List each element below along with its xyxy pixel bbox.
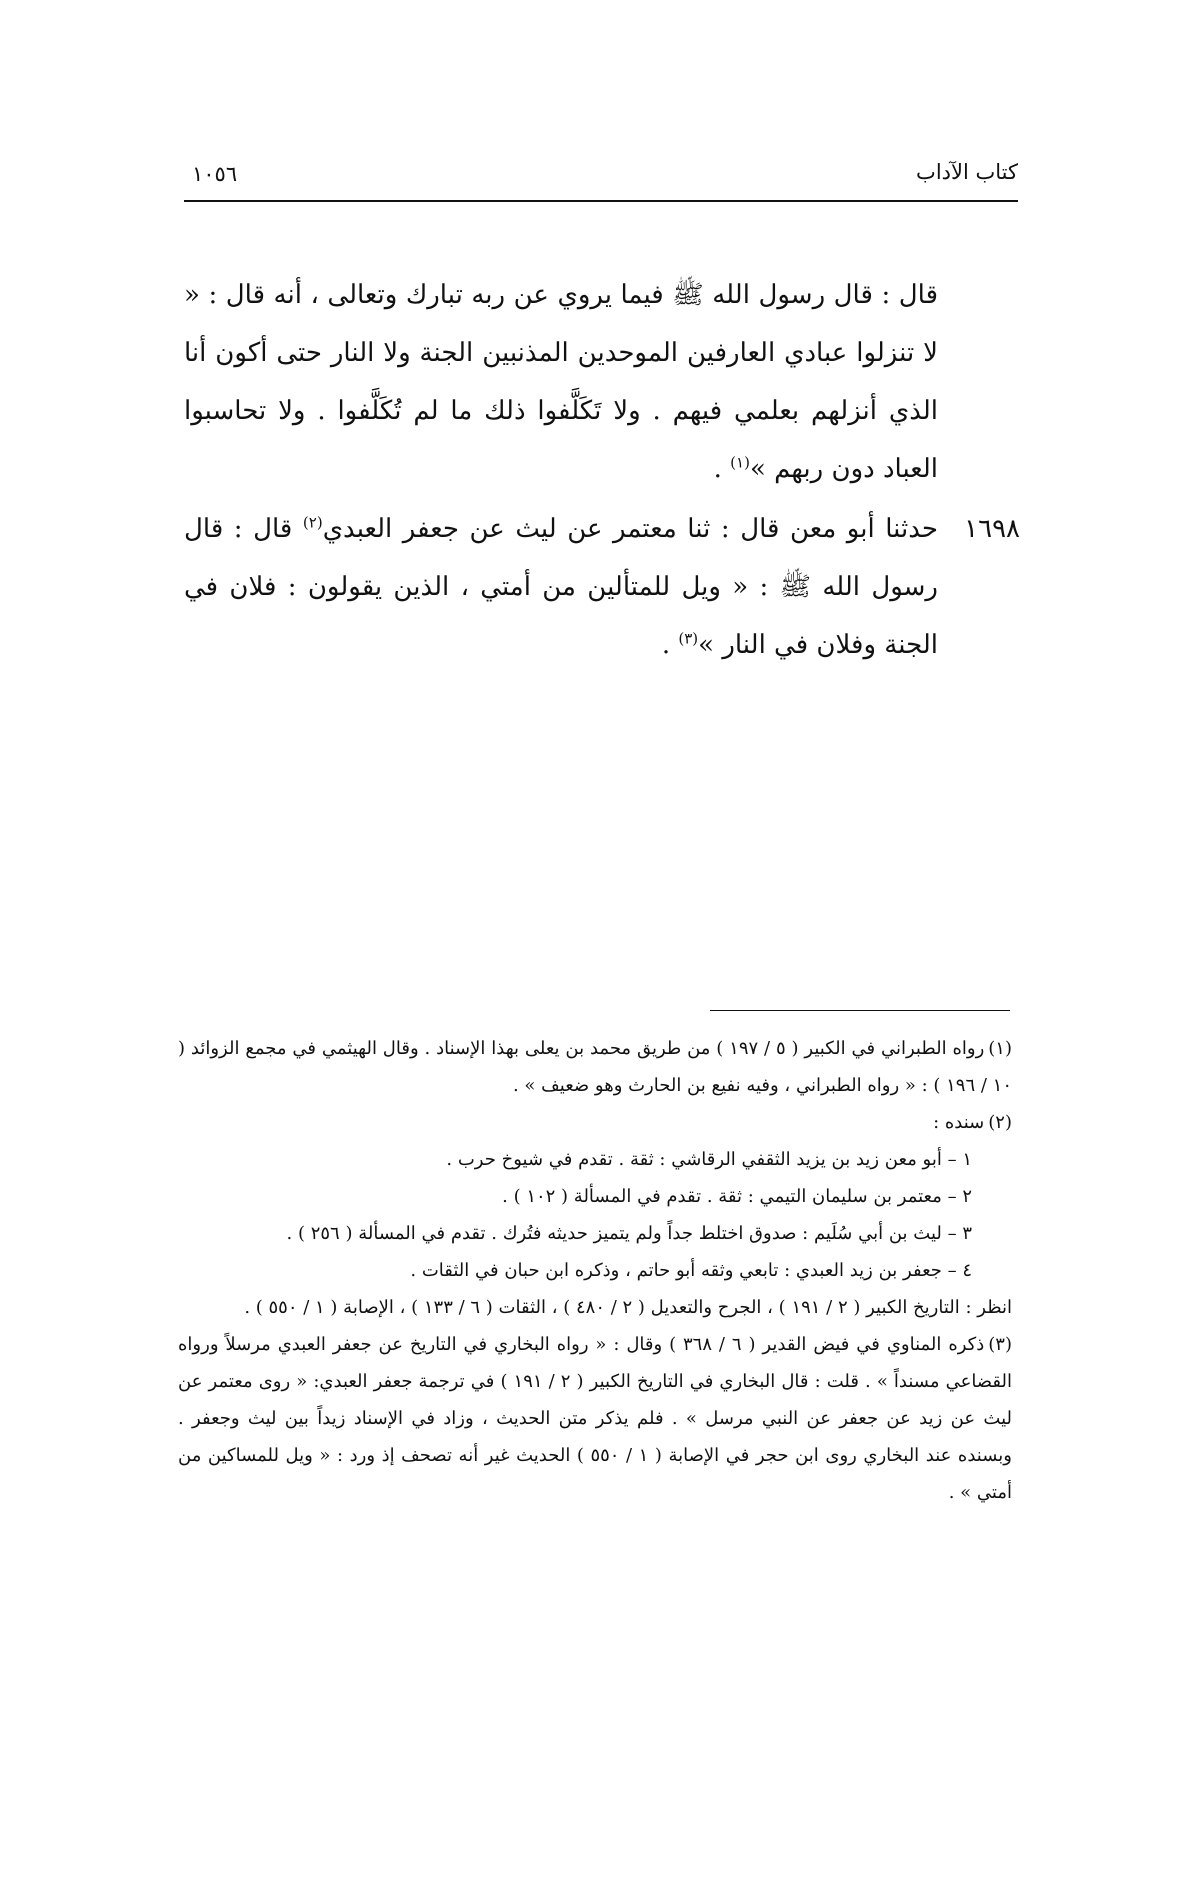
paragraph-end: .	[713, 454, 731, 484]
footnote-marker: (٢)	[988, 1112, 1012, 1133]
page-header	[184, 160, 1018, 200]
page-number: ١٠٥٦	[192, 162, 238, 186]
narrator-item: ٣ – ليث بن أبي سُلَيم : صدوق اختلط جداً ولم يتميز حديثه فتُرك . تقدم في المسألة ( ٢٥٦ ) .	[286, 1223, 972, 1244]
footnote-marker: (٣)	[988, 1334, 1012, 1355]
footnote-text: رواه الطبراني في الكبير ( ٥ / ١٩٧ ) من طريق محمد بن يعلى بهذا الإسناد . وقال الهيثمي في مجمع الزوائد ( ١٠ / ١٩٦ ) : « رواه الطبراني ، وفيه نفيع بن الحارث وهو ضعيف » .	[178, 1038, 1012, 1096]
hadith-text	[184, 500, 938, 674]
book-title: كتاب الآداب	[916, 160, 1018, 184]
footnote-marker: (١)	[988, 1038, 1012, 1059]
header-rule	[184, 200, 1018, 202]
footnote-ref: (١)	[730, 453, 750, 472]
footnotes	[178, 1030, 1012, 1511]
hadith-entry	[184, 500, 1020, 674]
footnote-2	[178, 1104, 1012, 1141]
footnote-see-also: انظر : التاريخ الكبير ( ٢ / ١٩١ ) ، الجرح والتعديل ( ٢ / ٤٨٠ ) ، الثقات ( ٦ / ١٣٣ ) ، الإصابة ( ١ / ٥٥٠ ) .	[244, 1297, 1012, 1318]
footnote-3	[178, 1326, 1012, 1511]
narrator-item: ٤ – جعفر بن زيد العبدي : تابعي وثقه أبو حاتم ، وذكره ابن حبان في الثقات .	[410, 1260, 972, 1281]
footnote-ref: (٣)	[678, 629, 699, 648]
hadith-end: .	[661, 630, 679, 660]
footnote-text: ذكره المناوي في فيض القدير ( ٦ / ٣٦٨ ) وقال : « رواه البخاري في التاريخ عن جعفر العبدي مرسلاً ورواه القضاعي مسنداً » . قلت : قال البخاري في التاريخ الكبير ( ٢ / ١٩١ ) في ترجمة جعفر العبدي: « روى معتمر عن ليث عن زيد عن جعفر عن النبي مرسل » . فلم يذكر متن الحديث ، وزاد في الإسناد زيداً بين ليث وجعفر . وبسنده عند البخاري روى ابن حجر في الإصابة ( ١ / ٥٥٠ ) الحديث غير أنه تصحف إذ ورد : « ويل للمساكين من أمتي » .	[178, 1334, 1013, 1503]
footnote-1	[178, 1030, 1012, 1104]
narrator-item: ٢ – معتمر بن سليمان التيمي : ثقة . تقدم في المسألة ( ١٠٢ ) .	[502, 1186, 972, 1207]
footnote-title: سنده :	[933, 1112, 985, 1133]
hadith-number: ١٦٩٨	[964, 514, 1020, 544]
narrator-item: ١ – أبو معن زيد بن يزيد الثقفي الرقاشي : ثقة . تقدم في شيوخ حرب .	[446, 1149, 972, 1170]
footnote-separator	[710, 1010, 1010, 1011]
paragraph-text: قال : قال رسول الله ﷺ فيما يروي عن ربه تبارك وتعالى ، أنه قال : « لا تنزلوا عبادي العارفين الموحدين المذنبين الجنة ولا النار حتى أكون أنا الذي أنزلهم بعلمي فيهم . ولا تَكَلَّفوا ذلك ما لم تُكَلَّفوا . ولا تحاسبوا العباد دون ربهم »	[184, 280, 938, 484]
hadith-text-part: قال : قال رسول الله ﷺ : « ويل للمتألين من أمتي ، الذين يقولون : فلان في الجنة وفلان في النار »	[184, 514, 938, 660]
main-text	[184, 266, 1020, 674]
footnote-ref: (٢)	[302, 513, 323, 532]
hadith-text-part: حدثنا أبو معن قال : ثنا معتمر عن ليث عن جعفر العبدي	[322, 514, 938, 544]
paragraph	[184, 266, 938, 498]
